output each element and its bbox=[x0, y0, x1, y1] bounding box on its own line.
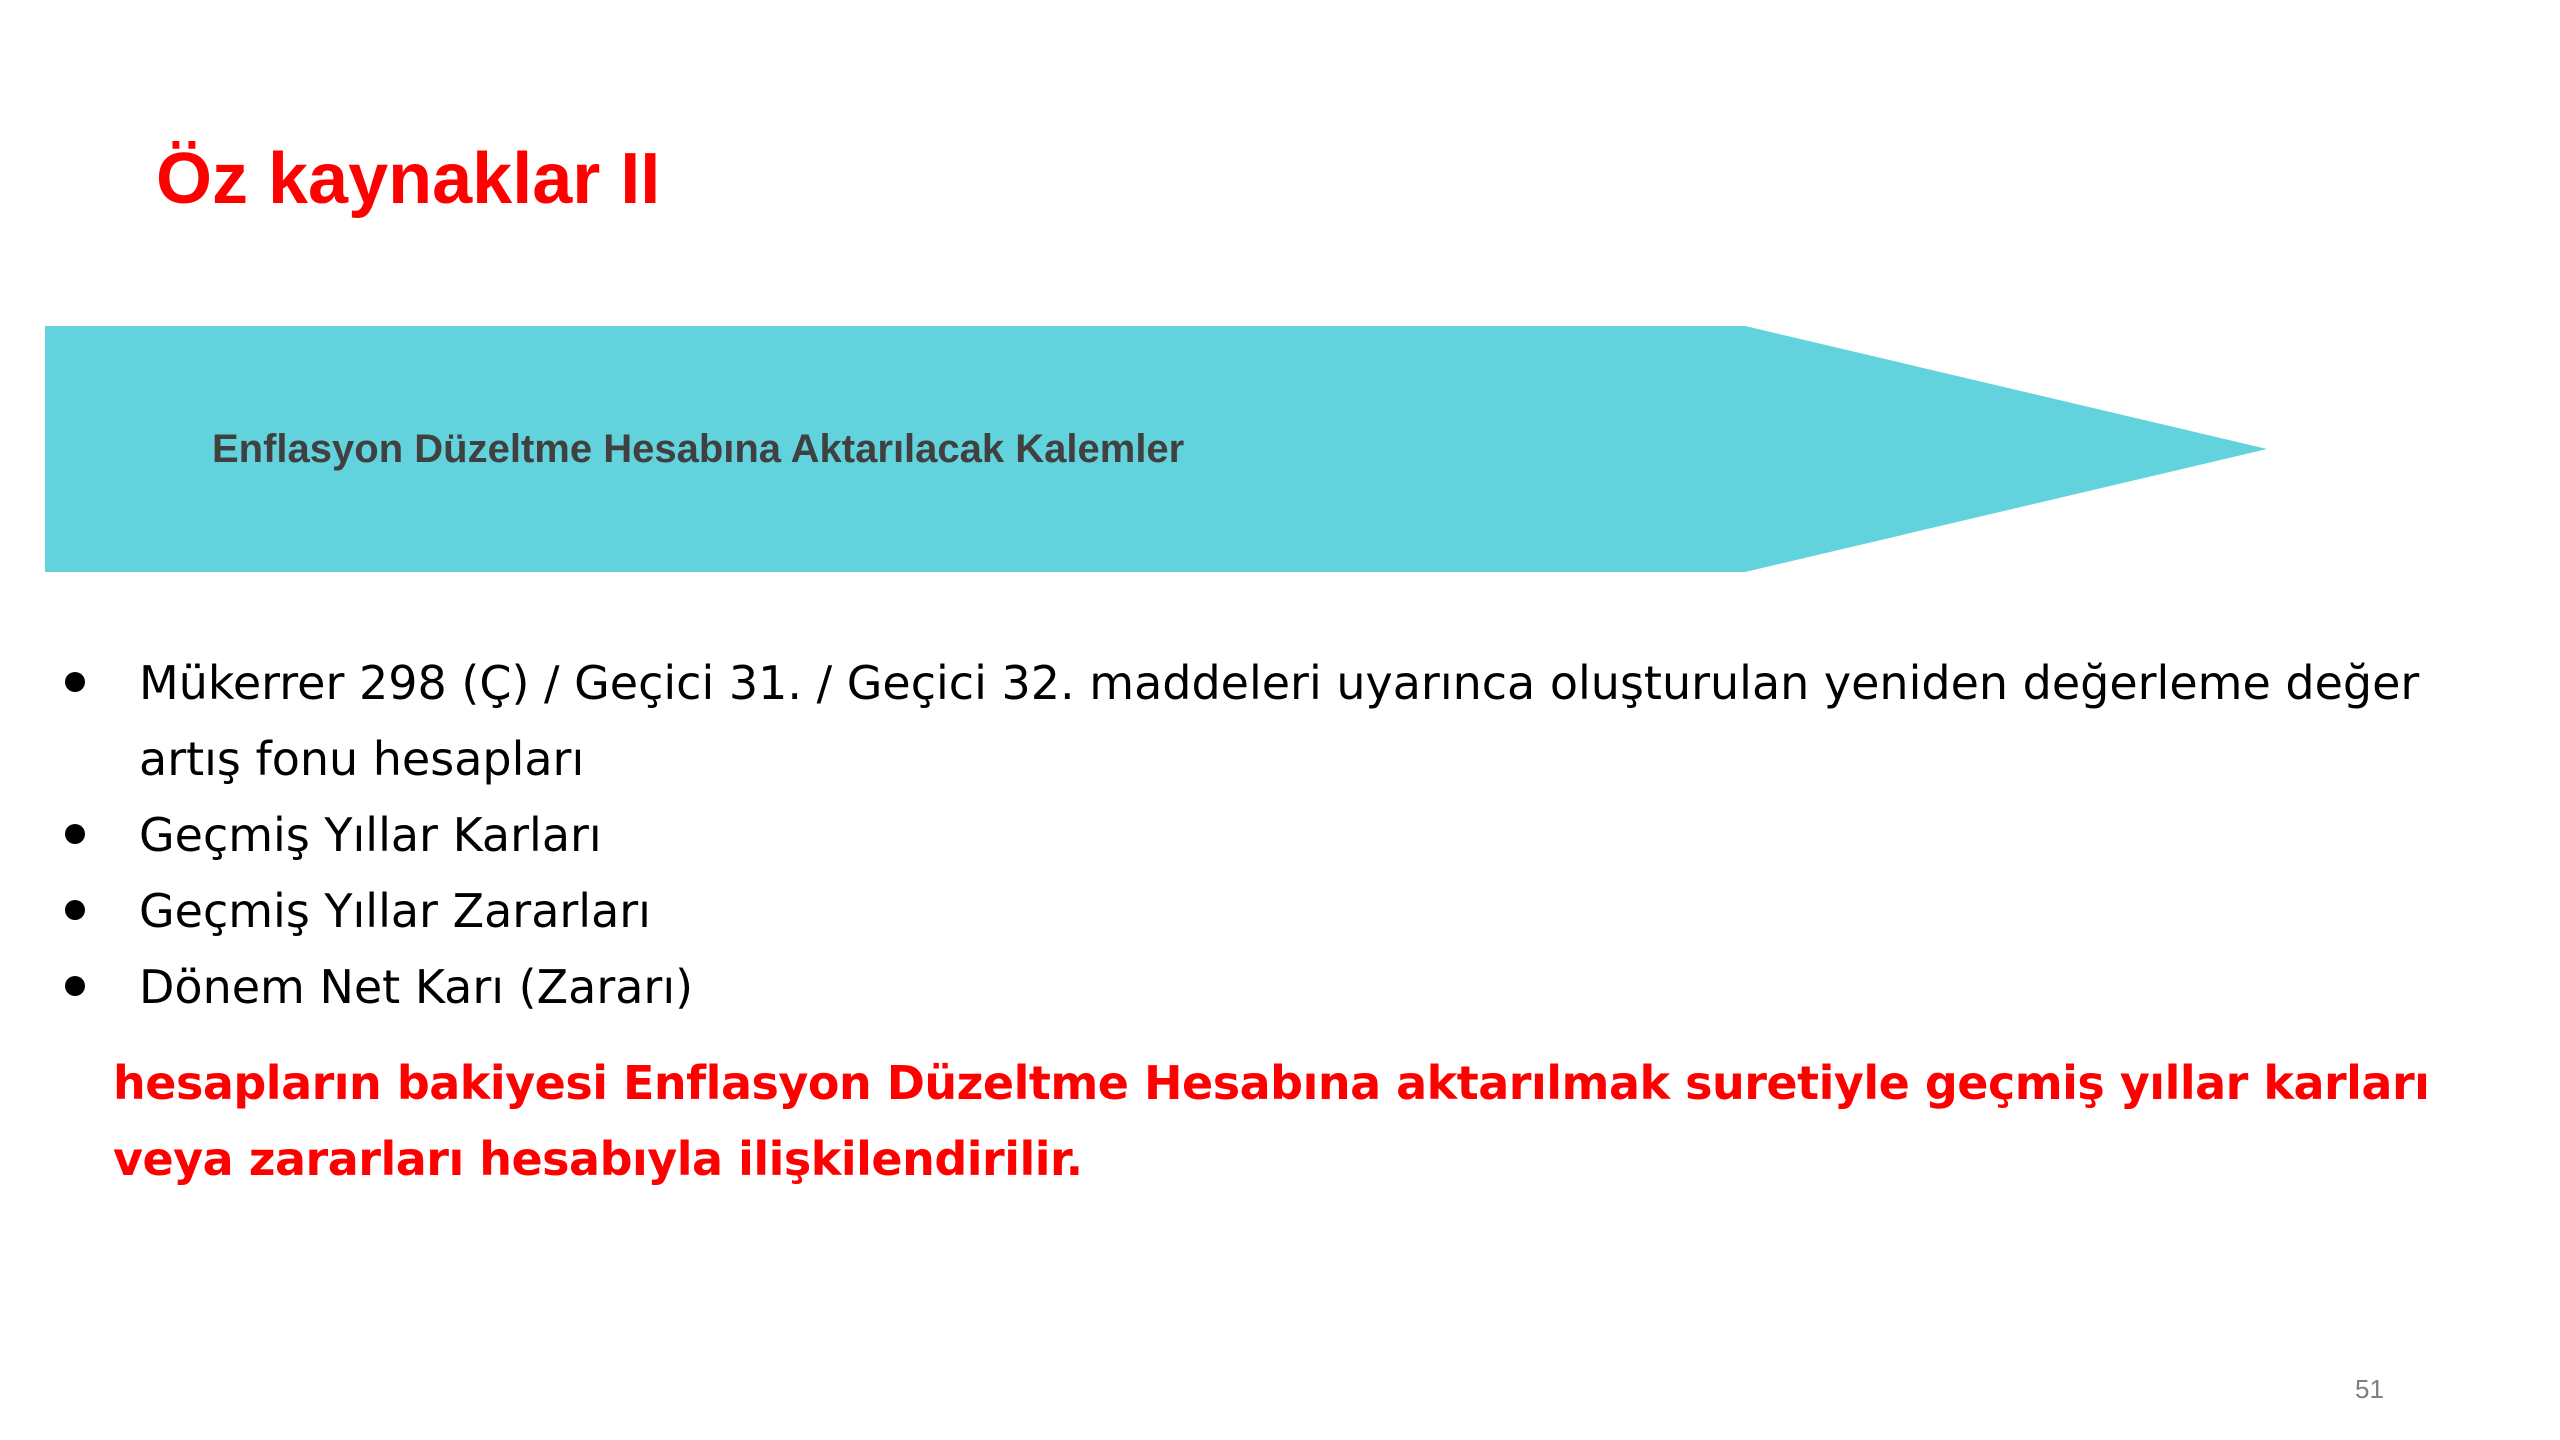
bullet-text: Dönem Net Karı (Zararı) bbox=[139, 960, 694, 1014]
list-item bbox=[65, 873, 2515, 949]
bullet-text: Geçmiş Yıllar Karları bbox=[139, 808, 602, 862]
bullet-icon bbox=[65, 824, 85, 844]
conclusion-text: hesapların bakiyesi Enflasyon Düzeltme Hesabına aktarılmak suretiyle geçmiş yıllar karları veya zararları hesabıyla ilişkilendirilir. bbox=[113, 1056, 2430, 1186]
bullet-icon bbox=[65, 976, 85, 996]
page-number: 51 bbox=[2355, 1374, 2384, 1404]
bullet-icon bbox=[65, 900, 85, 920]
list-item bbox=[65, 949, 2515, 1025]
bullet-icon bbox=[65, 672, 85, 692]
bullet-text: Geçmiş Yıllar Zararları bbox=[139, 884, 651, 938]
banner-text: Enflasyon Düzeltme Hesabına Aktarılacak Kalemler bbox=[212, 427, 1185, 471]
list-item bbox=[65, 797, 2515, 873]
list-item bbox=[65, 645, 2515, 797]
bullet-text: Mükerrer 298 (Ç) / Geçici 31. / Geçici 32. maddeleri uyarınca oluşturulan yeniden değerleme değer artış fonu hesapları bbox=[139, 656, 2420, 786]
bullet-list bbox=[65, 645, 2515, 1025]
slide-title: Öz kaynaklar II bbox=[156, 139, 661, 219]
